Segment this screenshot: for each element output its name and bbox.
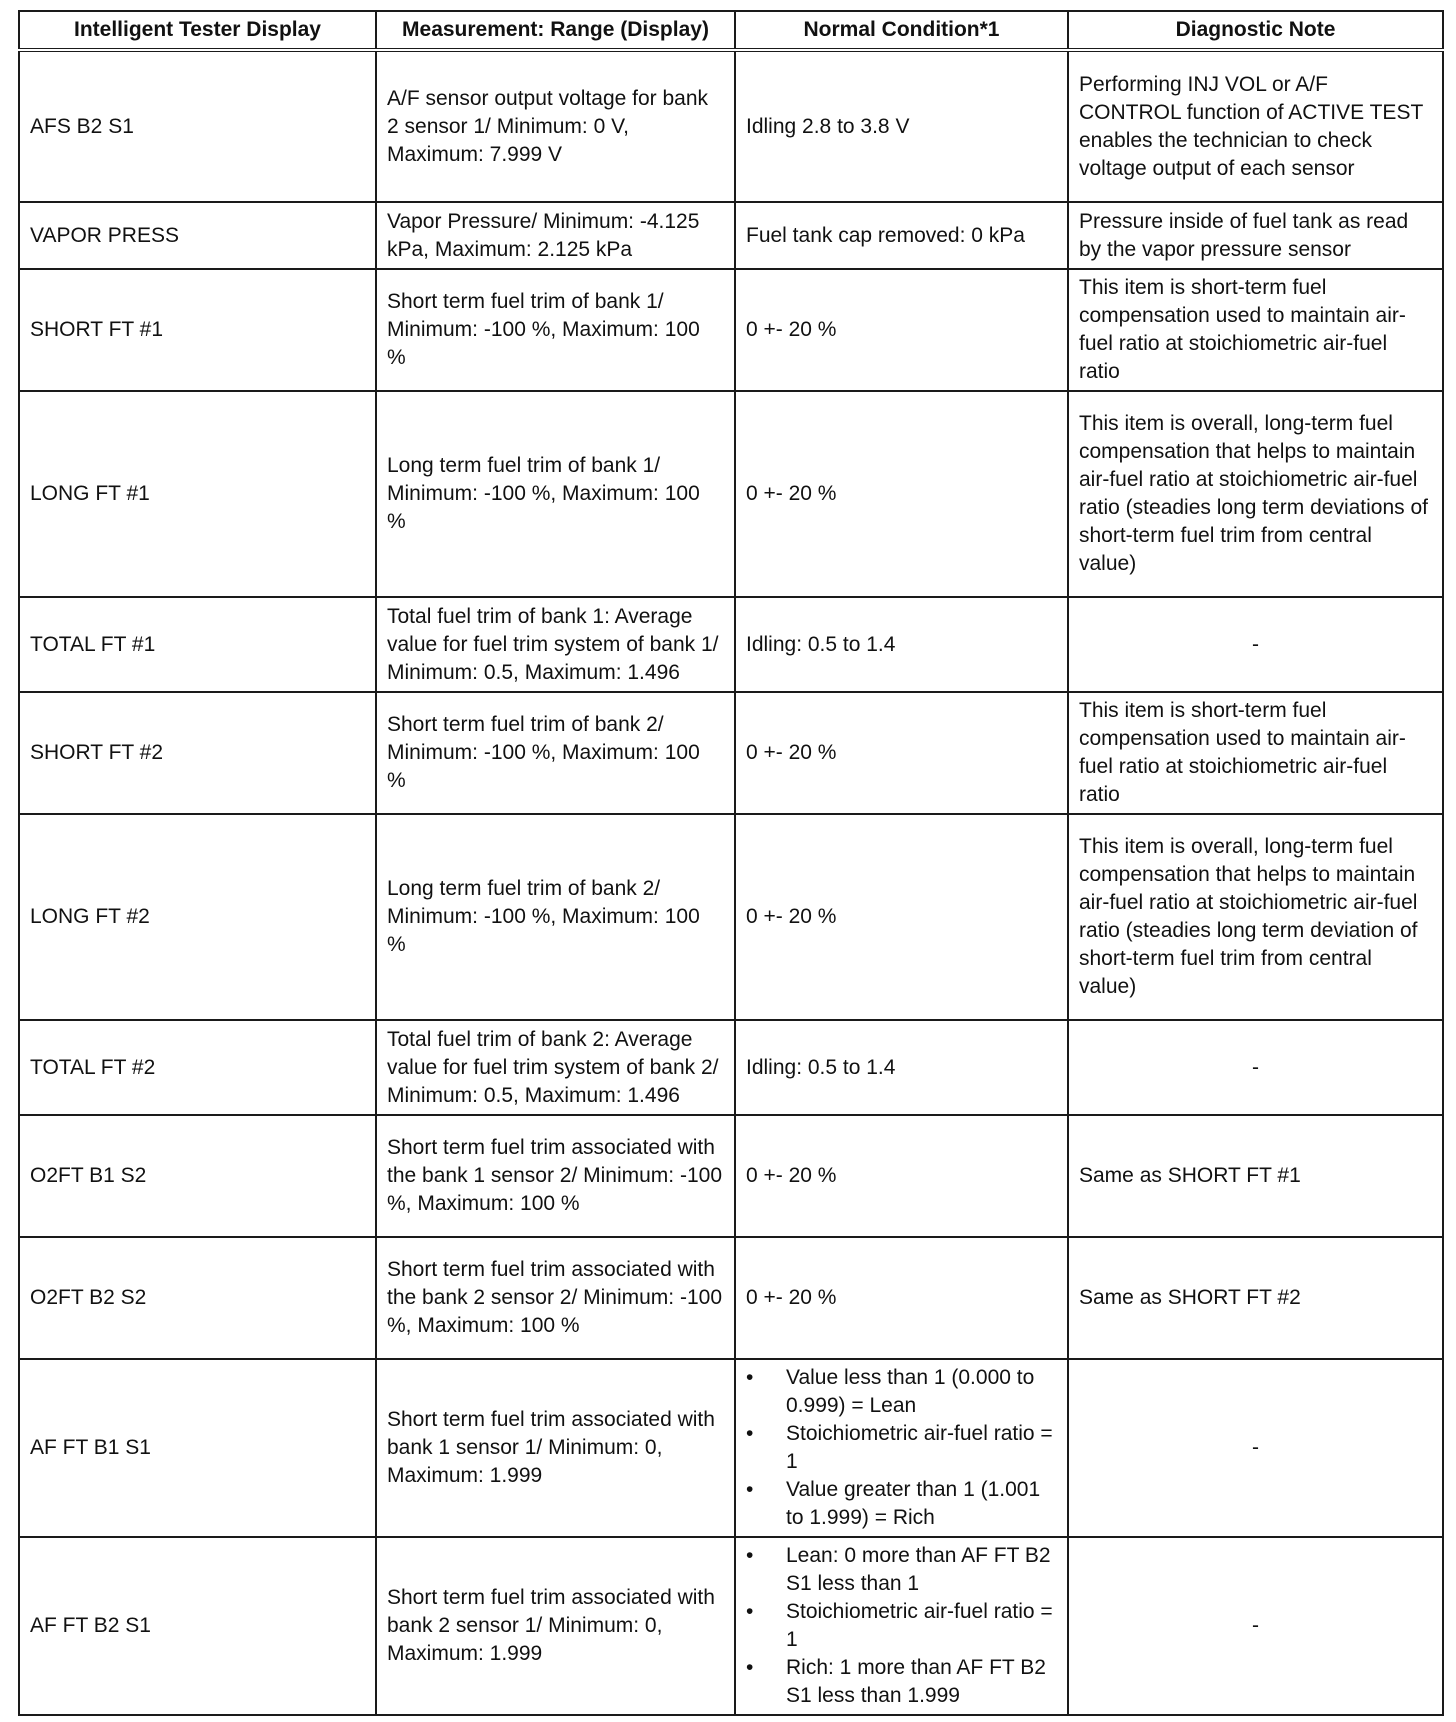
cell-note: - — [1068, 597, 1443, 692]
list-item: • Value less than 1 (0.000 to 0.999) = Lean — [746, 1364, 1057, 1420]
list-item: • Lean: 0 more than AF FT B2 S1 less than 1 — [746, 1542, 1057, 1598]
cell-display: AF FT B2 S1 — [19, 1537, 376, 1715]
header-tester-display: Intelligent Tester Display — [19, 11, 376, 50]
cell-note: Pressure inside of fuel tank as read by the vapor pressure sensor — [1068, 202, 1443, 269]
cell-range: Short term fuel trim associated with the bank 1 sensor 2/ Minimum: -100 %, Maximum: 100 % — [376, 1115, 735, 1237]
normal-condition-list — [746, 1364, 1057, 1532]
cell-range: Long term fuel trim of bank 1/ Minimum: -100 %, Maximum: 100 % — [376, 391, 735, 597]
cell-normal — [735, 1537, 1068, 1715]
cell-note: Same as SHORT FT #1 — [1068, 1115, 1443, 1237]
cell-normal: Idling: 0.5 to 1.4 — [735, 1020, 1068, 1115]
cell-range: Short term fuel trim of bank 1/ Minimum: -100 %, Maximum: 100 % — [376, 269, 735, 391]
list-item: • Stoichiometric air-fuel ratio = 1 — [746, 1598, 1057, 1654]
table-row — [19, 1020, 1443, 1115]
cell-range: A/F sensor output voltage for bank 2 sensor 1/ Minimum: 0 V, Maximum: 7.999 V — [376, 50, 735, 202]
table-header-row — [19, 11, 1443, 50]
list-item: • Stoichiometric air-fuel ratio = 1 — [746, 1420, 1057, 1476]
cell-normal: 0 +- 20 % — [735, 814, 1068, 1020]
cell-normal: Fuel tank cap removed: 0 kPa — [735, 202, 1068, 269]
cell-normal: 0 +- 20 % — [735, 1115, 1068, 1237]
normal-condition-list — [746, 1542, 1057, 1710]
cell-note: This item is short-term fuel compensation used to maintain air-fuel ratio at stoichiometric air-fuel ratio — [1068, 269, 1443, 391]
table-row — [19, 202, 1443, 269]
cell-display: LONG FT #1 — [19, 391, 376, 597]
table-row — [19, 1537, 1443, 1715]
table-row — [19, 1359, 1443, 1537]
table-row — [19, 391, 1443, 597]
table-row — [19, 269, 1443, 391]
table-row — [19, 50, 1443, 202]
cell-display: VAPOR PRESS — [19, 202, 376, 269]
cell-range: Long term fuel trim of bank 2/ Minimum: -100 %, Maximum: 100 % — [376, 814, 735, 1020]
header-normal-condition: Normal Condition*1 — [735, 11, 1068, 50]
table-row — [19, 1237, 1443, 1359]
cell-normal — [735, 1359, 1068, 1537]
cell-note: This item is short-term fuel compensation used to maintain air-fuel ratio at stoichiometric air-fuel ratio — [1068, 692, 1443, 814]
cell-display: TOTAL FT #1 — [19, 597, 376, 692]
cell-range: Short term fuel trim associated with bank 2 sensor 1/ Minimum: 0, Maximum: 1.999 — [376, 1537, 735, 1715]
list-item: • Rich: 1 more than AF FT B2 S1 less than 1.999 — [746, 1654, 1057, 1710]
cell-normal: 0 +- 20 % — [735, 1237, 1068, 1359]
header-measurement-range: Measurement: Range (Display) — [376, 11, 735, 50]
cell-normal: Idling 2.8 to 3.8 V — [735, 50, 1068, 202]
list-item: • Value greater than 1 (1.001 to 1.999) = Rich — [746, 1476, 1057, 1532]
cell-range: Vapor Pressure/ Minimum: -4.125 kPa, Maximum: 2.125 kPa — [376, 202, 735, 269]
cell-range: Total fuel trim of bank 2: Average value for fuel trim system of bank 2/ Minimum: 0.5, Maximum: 1.496 — [376, 1020, 735, 1115]
cell-normal: 0 +- 20 % — [735, 391, 1068, 597]
table-row — [19, 814, 1443, 1020]
cell-display: O2FT B2 S2 — [19, 1237, 376, 1359]
cell-display: TOTAL FT #2 — [19, 1020, 376, 1115]
cell-display: SHORT FT #2 — [19, 692, 376, 814]
cell-note: - — [1068, 1359, 1443, 1537]
cell-note: This item is overall, long-term fuel compensation that helps to maintain air-fuel ratio at stoichiometric air-fuel ratio (steadies long term deviation of short-term fuel trim from central value) — [1068, 814, 1443, 1020]
cell-note: Performing INJ VOL or A/F CONTROL function of ACTIVE TEST enables the technician to check voltage output of each sensor — [1068, 50, 1443, 202]
cell-note: - — [1068, 1020, 1443, 1115]
cell-display: LONG FT #2 — [19, 814, 376, 1020]
cell-display: O2FT B1 S2 — [19, 1115, 376, 1237]
diagnostic-data-table — [18, 10, 1442, 1716]
cell-note: - — [1068, 1537, 1443, 1715]
cell-display: SHORT FT #1 — [19, 269, 376, 391]
cell-display: AF FT B1 S1 — [19, 1359, 376, 1537]
cell-note: This item is overall, long-term fuel compensation that helps to maintain air-fuel ratio at stoichiometric air-fuel ratio (steadies long term deviations of short-term fuel trim from central value) — [1068, 391, 1443, 597]
cell-range: Total fuel trim of bank 1: Average value for fuel trim system of bank 1/ Minimum: 0.5, Maximum: 1.496 — [376, 597, 735, 692]
cell-normal: 0 +- 20 % — [735, 692, 1068, 814]
cell-range: Short term fuel trim associated with the bank 2 sensor 2/ Minimum: -100 %, Maximum: 100 % — [376, 1237, 735, 1359]
header-diagnostic-note: Diagnostic Note — [1068, 11, 1443, 50]
cell-note: Same as SHORT FT #2 — [1068, 1237, 1443, 1359]
cell-normal: Idling: 0.5 to 1.4 — [735, 597, 1068, 692]
cell-range: Short term fuel trim associated with bank 1 sensor 1/ Minimum: 0, Maximum: 1.999 — [376, 1359, 735, 1537]
cell-range: Short term fuel trim of bank 2/ Minimum: -100 %, Maximum: 100 % — [376, 692, 735, 814]
cell-display: AFS B2 S1 — [19, 50, 376, 202]
cell-normal: 0 +- 20 % — [735, 269, 1068, 391]
table-row — [19, 1115, 1443, 1237]
table-row — [19, 692, 1443, 814]
table-row — [19, 597, 1443, 692]
